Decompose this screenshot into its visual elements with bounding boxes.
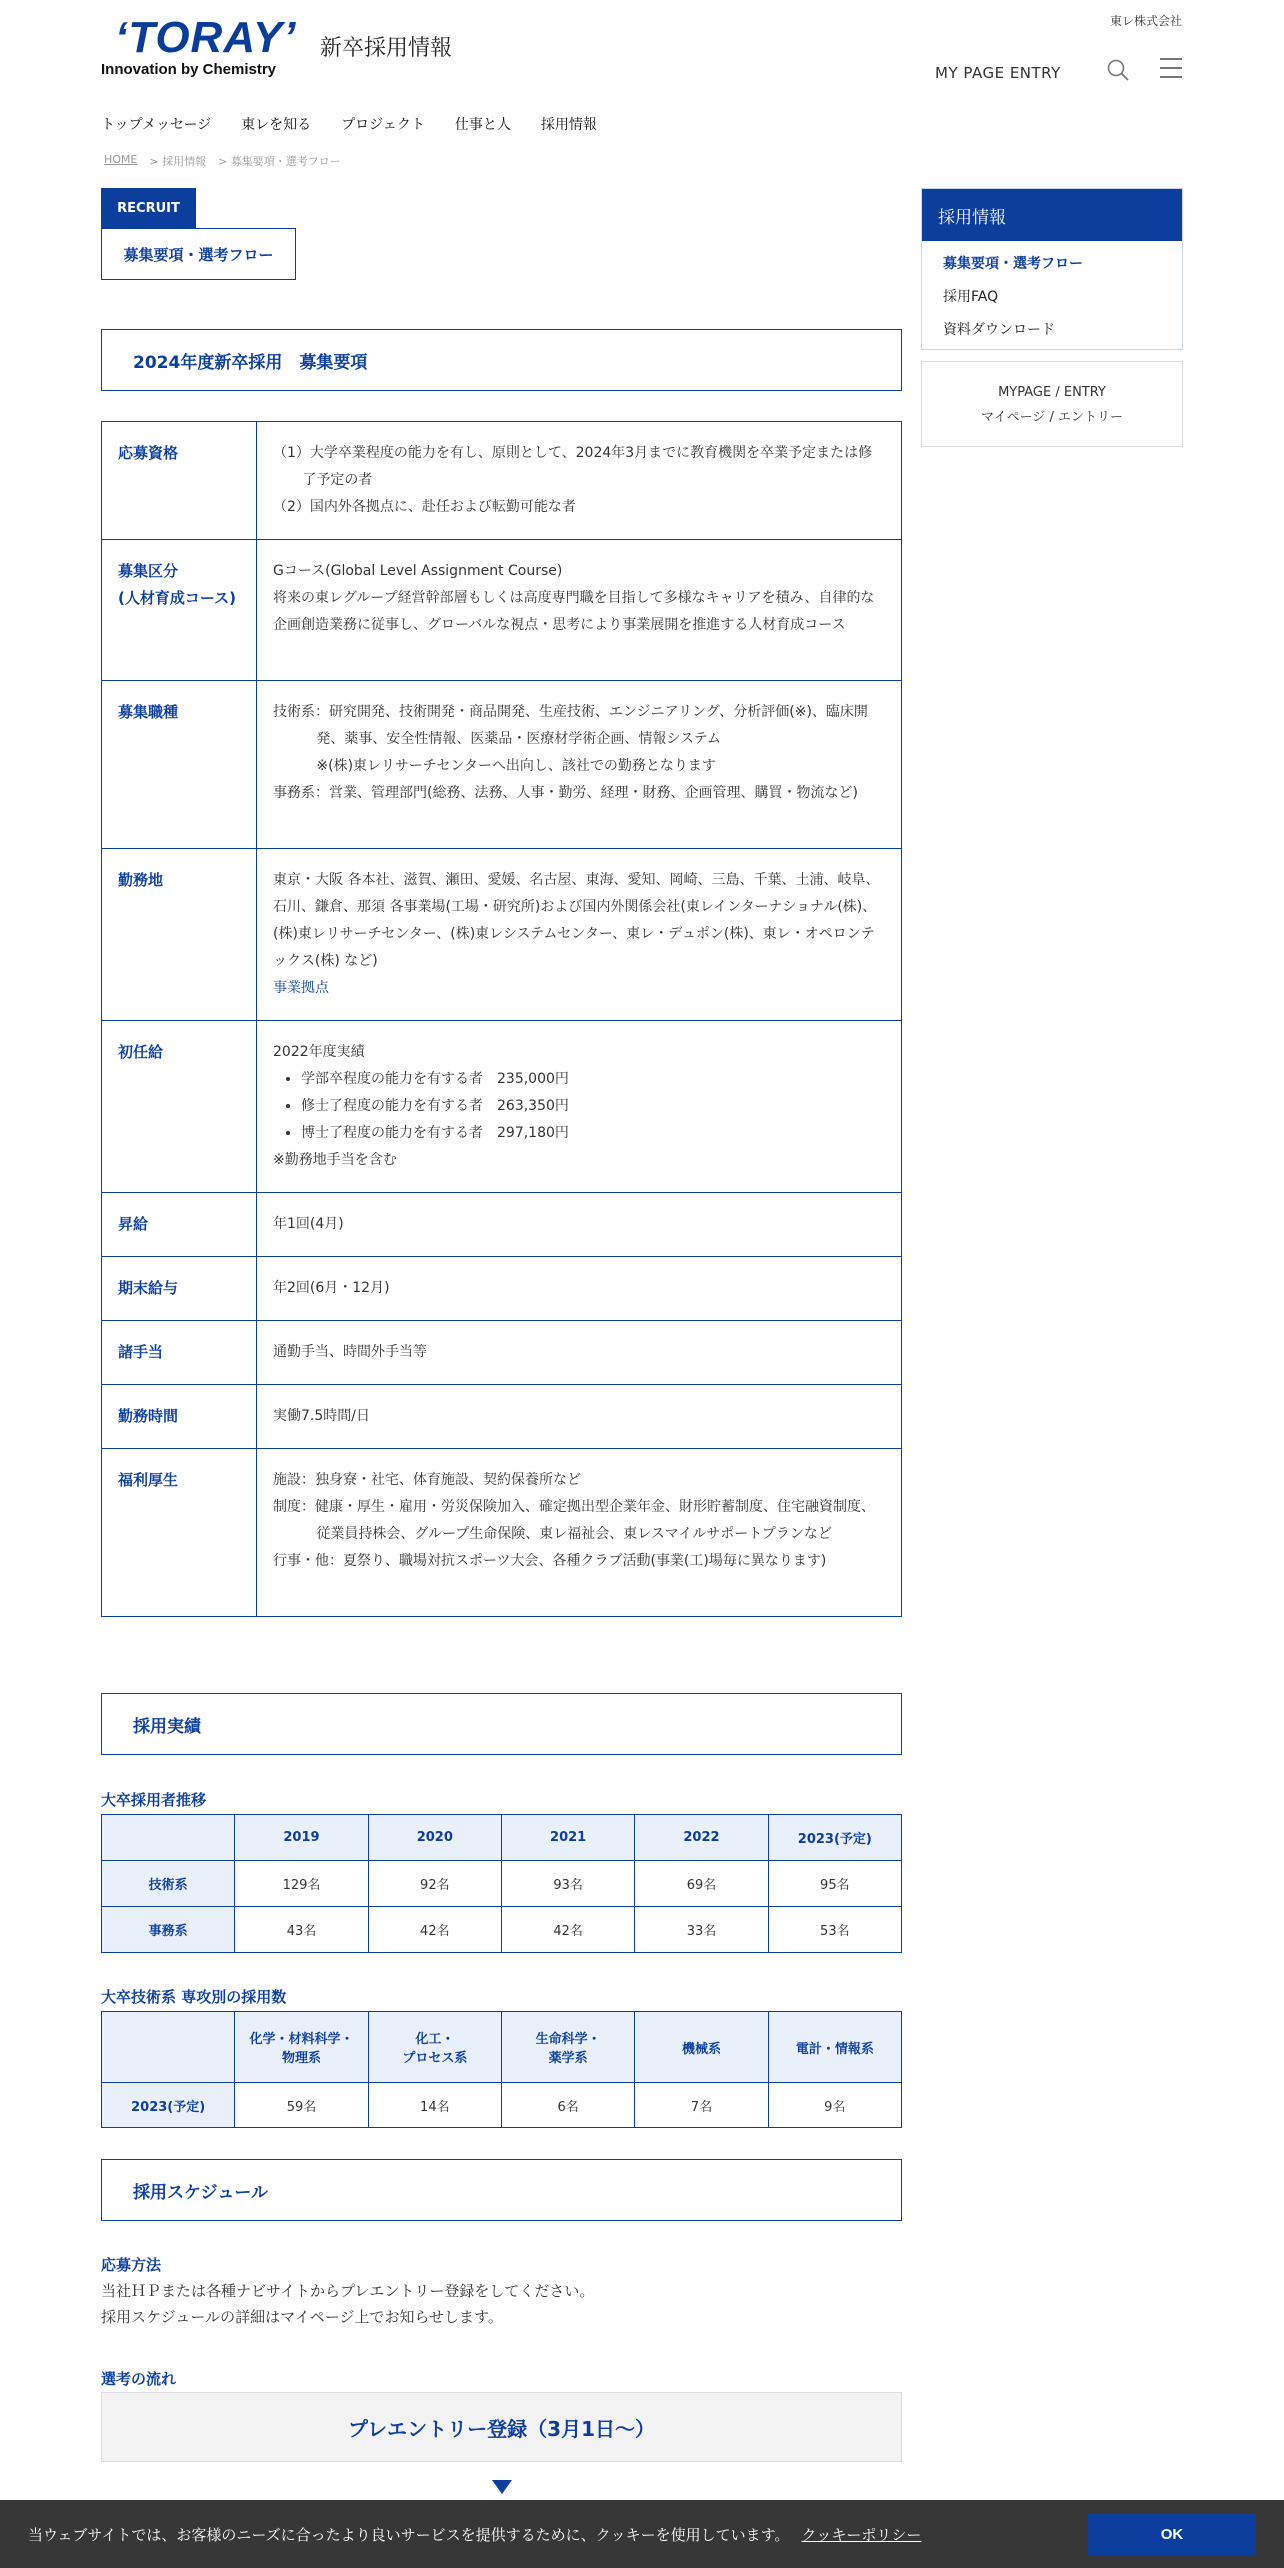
jobs-office: 事務系：営業、管理部門(総務、法務、人事・勤労、経理・財務、企画管理、購買・物流など)	[273, 785, 858, 801]
list-item: • 学部卒程度の能力を有する者 235,000円	[301, 1066, 885, 1093]
table-row	[102, 1321, 902, 1385]
table-row	[102, 849, 902, 1021]
logo-wordmark: ‘TORAY’	[115, 13, 297, 62]
table-cell: 59名	[235, 2083, 368, 2128]
row-header: 2023(予定)	[102, 2083, 235, 2128]
row-header: 事務系	[102, 1907, 235, 1953]
nav-work-people[interactable]: 仕事と人	[454, 117, 511, 133]
table-row	[102, 1861, 902, 1907]
jobs-tech: 技術系：研究開発、技術開発・商品開発、生産技術、エンジニアリング、分析評価(※)、臨床開発、薬事、安全性情報、医薬品・医療材学術企画、情報システム	[273, 704, 868, 747]
table-cell: 92名	[368, 1861, 501, 1907]
list-item: • 博士了程度の能力を有する者 297,180円	[301, 1120, 885, 1147]
table-row	[102, 1385, 902, 1449]
cookie-ok-button[interactable]: OK	[1088, 2513, 1256, 2555]
welfare-facility: 施設：独身寮・社宅、体育施設、契約保養所など	[273, 1472, 581, 1488]
table-row	[102, 1021, 902, 1193]
table-corner	[102, 2012, 235, 2083]
requirements-table	[101, 421, 902, 1617]
cookie-banner	[0, 2500, 1284, 2568]
salary-year: 2022年度実績	[273, 1044, 365, 1060]
search-icon[interactable]	[1106, 58, 1130, 82]
jobs-tech-note: ※(株)東レリサーチセンターへ出向し、該社での勤務となります	[316, 758, 716, 774]
table-cell: 69名	[635, 1861, 768, 1907]
breadcrumb-home[interactable]: HOME	[104, 153, 138, 166]
row-label: 福利厚生	[102, 1449, 257, 1617]
row-value	[257, 1021, 902, 1193]
table-row	[102, 1815, 902, 1861]
column-header: 化学・材料科学・ 物理系	[235, 2012, 368, 2083]
list-item: • 修士了程度の能力を有する者 263,350円	[301, 1093, 885, 1120]
row-value: 実働7.5時間/日	[257, 1385, 902, 1449]
column-header: 生命科学・ 薬学系	[501, 2012, 634, 2083]
table-row	[102, 2012, 902, 2083]
qualification-line1: （1）大学卒業程度の能力を有し、原則として、2024年3月までに教育機関を卒業予定または修了予定の者	[273, 445, 873, 488]
location-text: 東京・大阪 各本社、滋賀、瀬田、愛媛、名古屋、東海、愛知、岡崎、三島、千葉、土浦、岐阜、石川、鎌倉、那須 各事業場(工場・研究所)および国内外関係会社(東レインターナショナル(株)、(株)東レリサーチセンター、(株)東レシステムセンター、東レ・デュポン(株)、東レ・オペロンテックス(株) など)	[273, 872, 880, 969]
table-cell: 42名	[501, 1907, 634, 1953]
table-cell: 95名	[768, 1861, 901, 1907]
trend-table	[101, 1814, 902, 1953]
table-row	[102, 1193, 902, 1257]
welfare-system: 制度：健康・厚生・雇用・労災保険加入、確定拠出型企業年金、財形貯蓄制度、住宅融資制度、従業員持株会、グループ生命保険、東レ福祉会、東レスマイルサポートプランなど	[273, 1499, 875, 1542]
breadcrumb	[104, 153, 341, 169]
column-header: 2023(予定)	[768, 1815, 901, 1861]
qualification-line2: （2）国内外各拠点に、赴任および転勤可能な者	[273, 499, 576, 515]
table-cell: 53名	[768, 1907, 901, 1953]
breadcrumb-current: > 募集要項・選考フロー	[218, 155, 341, 168]
row-value	[257, 540, 902, 681]
table-row	[102, 422, 902, 540]
site-title[interactable]: 新卒採用情報	[320, 36, 453, 61]
table-row	[102, 1449, 902, 1617]
table-corner	[102, 1815, 235, 1861]
column-header: 2020	[368, 1815, 501, 1861]
row-label: 勤務時間	[102, 1385, 257, 1449]
corporate-name[interactable]: 東レ株式会社	[1109, 14, 1182, 28]
business-locations-link[interactable]: 事業拠点	[273, 980, 329, 996]
row-label: 諸手当	[102, 1321, 257, 1385]
column-header: 機械系	[635, 2012, 768, 2083]
salary-note: ※勤務地手当を含む	[273, 1152, 397, 1168]
flow-title: 選考の流れ	[101, 2370, 177, 2388]
logo-tagline: Innovation by Chemistry	[101, 61, 277, 78]
nav-recruit-info[interactable]: 採用情報	[540, 117, 597, 133]
table-cell: 14名	[368, 2083, 501, 2128]
row-value	[257, 1449, 902, 1617]
table-cell: 33名	[635, 1907, 768, 1953]
nav-projects[interactable]: プロジェクト	[341, 117, 425, 133]
welfare-events: 行事・他：夏祭り、職場対抗スポーツ大会、各種クラブ活動(事業(工)場毎に異なります)	[273, 1553, 827, 1569]
row-header: 技術系	[102, 1861, 235, 1907]
table-row	[102, 2083, 902, 2128]
category-line2: 将来の東レグループ経営幹部層もしくは高度専門職を目指して多様なキャリアを積み、自律的な企画創造業務に従事し、グローバルな視点・思考により事業展開を推進する人材育成コース	[273, 590, 875, 633]
requirements-heading: 2024年度新卒採用 募集要項	[101, 329, 902, 391]
table-row	[102, 1257, 902, 1321]
sidebar-heading: 採用情報	[922, 189, 1182, 241]
breadcrumb-recruit[interactable]: > 採用情報	[149, 155, 207, 168]
sidebar-item-download[interactable]: 資料ダウンロード	[943, 321, 1055, 338]
category-line1: Gコース(Global Level Assignment Course)	[273, 563, 563, 579]
trend-title: 大卒採用者推移	[101, 1791, 207, 1809]
sidebar-mypage-entry-button[interactable]	[921, 361, 1183, 447]
results-heading: 採用実績	[101, 1693, 902, 1755]
nav-about-toray[interactable]: 東レを知る	[241, 117, 312, 133]
table-cell: 6名	[501, 2083, 634, 2128]
sidebar-item-requirements[interactable]: 募集要項・選考フロー	[943, 255, 1083, 272]
table-row	[102, 681, 902, 849]
column-header: 2022	[635, 1815, 768, 1861]
row-value	[257, 681, 902, 849]
page-title: 募集要項・選考フロー	[101, 228, 296, 280]
flow-arrow-icon	[492, 2480, 512, 2494]
row-value: 通勤手当、時間外手当等	[257, 1321, 902, 1385]
table-cell: 42名	[368, 1907, 501, 1953]
table-row	[102, 540, 902, 681]
table-row	[102, 1907, 902, 1953]
column-header: 2021	[501, 1815, 634, 1861]
method-line1: 当社ＨＰまたは各種ナビサイトからプレエントリー登録をしてください。	[101, 2282, 595, 2300]
cookie-text: 当ウェブサイトでは、お客様のニーズに合ったより良いサービスを提供するために、クッキーを使用しています。	[28, 2525, 790, 2544]
row-value: 年2回(6月・12月)	[257, 1257, 902, 1321]
table-cell: 93名	[501, 1861, 634, 1907]
nav-top-message[interactable]: トップメッセージ	[101, 117, 212, 133]
column-header: 化工・ プロセス系	[368, 2012, 501, 2083]
table-cell: 7名	[635, 2083, 768, 2128]
mypage-line1: MYPAGE / ENTRY	[998, 385, 1106, 400]
toray-logo[interactable]	[101, 13, 301, 82]
table-cell: 9名	[768, 2083, 901, 2128]
row-label: 募集区分 (人材育成コース)	[102, 540, 257, 681]
hamburger-menu-icon[interactable]	[1160, 58, 1182, 80]
sidebar-item-faq[interactable]: 採用FAQ	[943, 288, 999, 305]
method-text	[101, 2278, 594, 2330]
cookie-policy-link[interactable]: クッキーポリシー	[801, 2525, 922, 2544]
row-label: 募集職種	[102, 681, 257, 849]
category-tag: RECRUIT	[101, 188, 196, 228]
major-title: 大卒技術系 専攻別の採用数	[101, 1988, 287, 2006]
method-line2: 採用スケジュールの詳細はマイページ上でお知らせします。	[101, 2308, 503, 2326]
row-label: 勤務地	[102, 849, 257, 1021]
mypage-line2: マイページ / エントリー	[980, 410, 1124, 425]
column-header: 2019	[235, 1815, 368, 1861]
method-title: 応募方法	[101, 2256, 162, 2274]
table-cell: 43名	[235, 1907, 368, 1953]
row-value: 年1回(4月)	[257, 1193, 902, 1257]
row-label: 昇給	[102, 1193, 257, 1257]
row-label: 期末給与	[102, 1257, 257, 1321]
sidebar-recruit-menu	[921, 188, 1183, 350]
mypage-entry-link[interactable]: MY PAGE ENTRY	[935, 64, 1061, 82]
row-label: 応募資格	[102, 422, 257, 540]
flow-step-pre-entry: プレエントリー登録（3月1日〜）	[101, 2392, 902, 2462]
table-cell: 129名	[235, 1861, 368, 1907]
row-value	[257, 422, 902, 540]
global-nav	[101, 114, 627, 134]
row-value	[257, 849, 902, 1021]
column-header: 電計・情報系	[768, 2012, 901, 2083]
salary-list	[273, 1066, 885, 1147]
major-table	[101, 2011, 902, 2128]
schedule-heading: 採用スケジュール	[101, 2159, 902, 2221]
row-label: 初任給	[102, 1021, 257, 1193]
